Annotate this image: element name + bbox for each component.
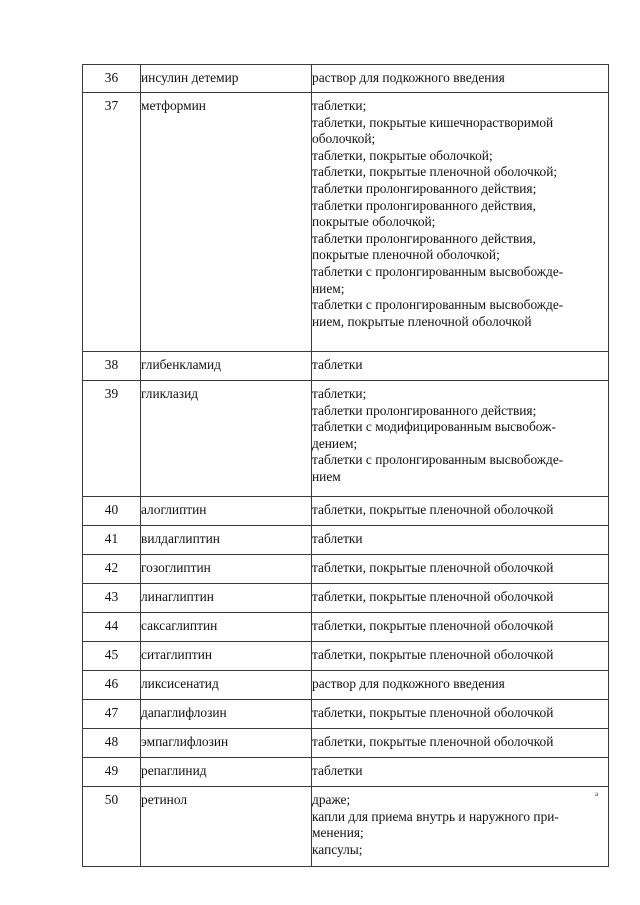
dosage-form-line: менения; [312, 825, 364, 841]
row-number: 43 [83, 584, 141, 613]
row-number: 48 [83, 729, 141, 758]
dosage-forms [312, 526, 609, 555]
row-number: 39 [83, 381, 141, 497]
table-row [83, 613, 609, 642]
drug-name: алоглиптин [141, 497, 312, 526]
row-number: 36 [83, 65, 141, 93]
drug-name: ситаглиптин [141, 642, 312, 671]
row-number: 38 [83, 352, 141, 381]
dosage-form-line: таблетки с пролонгированным высвобожде- [312, 452, 564, 468]
drug-name: глибенкламид [141, 352, 312, 381]
row-number: 47 [83, 700, 141, 729]
drug-name: вилдаглиптин [141, 526, 312, 555]
row-number: 44 [83, 613, 141, 642]
dosage-form-line: покрытые оболочкой; [312, 214, 436, 230]
dosage-forms [312, 642, 609, 671]
row-number: 40 [83, 497, 141, 526]
dosage-form-line: таблетки [312, 531, 363, 546]
drug-table [82, 64, 609, 867]
dosage-forms [312, 497, 609, 526]
dosage-form-line: таблетки, покрытые пленочной оболочкой [312, 734, 554, 749]
row-number: 46 [83, 671, 141, 700]
drug-name: дапаглифлозин [141, 700, 312, 729]
table-row [83, 93, 609, 352]
drug-name: саксаглиптин [141, 613, 312, 642]
drug-name: гозоглиптин [141, 555, 312, 584]
drug-name: репаглинид [141, 758, 312, 787]
dosage-form-line: нием, покрытые пленочной оболочкой [312, 313, 532, 329]
dosage-form-line: таблетки с пролонгированным высвобожде- [312, 297, 564, 313]
dosage-form-line: таблетки пролонгированного действия; [312, 402, 537, 418]
table-row [83, 584, 609, 613]
table-row [83, 526, 609, 555]
dosage-form-line: таблетки, покрытые оболочкой; [312, 147, 493, 163]
dosage-form-line: таблетки, покрытые пленочной оболочкой [312, 618, 554, 633]
dosage-form-line: таблетки; [312, 98, 367, 113]
dosage-forms [312, 729, 609, 758]
dosage-forms [312, 671, 609, 700]
dosage-form-line: оболочкой; [312, 131, 376, 147]
row-number: 45 [83, 642, 141, 671]
dosage-forms [312, 352, 609, 381]
dosage-forms [312, 584, 609, 613]
dosage-form-line: таблетки [312, 357, 363, 372]
table-row [83, 381, 609, 497]
dosage-form-line: драже; [312, 792, 351, 807]
row-number: 50 [83, 787, 141, 867]
dosage-form-line: нием [312, 468, 341, 484]
drug-name: линаглиптин [141, 584, 312, 613]
dosage-form-line: таблетки пролонгированного действия; [312, 180, 537, 196]
dosage-form-line: таблетки [312, 763, 363, 778]
drug-name: метформин [141, 93, 312, 352]
dosage-form-line: таблетки пролонгированного действия, [312, 197, 536, 213]
drug-name: ликсисенатид [141, 671, 312, 700]
dosage-forms [312, 787, 609, 867]
dosage-forms [312, 613, 609, 642]
table-row [83, 671, 609, 700]
table-row [83, 555, 609, 584]
table-body [83, 65, 609, 867]
table-row [83, 758, 609, 787]
dosage-form-line: таблетки с пролонгированным высвобожде- [312, 263, 564, 279]
dosage-forms [312, 555, 609, 584]
dosage-form-line: таблетки, покрытые кишечнорастворимой [312, 114, 554, 130]
corner-mark: a [595, 790, 599, 798]
drug-name: ретинол [141, 787, 312, 867]
dosage-form-line: капли для приема внутрь и наружного при- [312, 808, 559, 824]
dosage-forms [312, 93, 609, 352]
dosage-form-line: таблетки, покрытые пленочной оболочкой [312, 502, 554, 517]
dosage-form-line: таблетки, покрытые пленочной оболочкой [312, 647, 554, 662]
table-row [83, 497, 609, 526]
dosage-form-line: таблетки пролонгированного действия, [312, 230, 536, 246]
dosage-form-line: нием; [312, 280, 345, 296]
drug-name: эмпаглифлозин [141, 729, 312, 758]
dosage-form-line: раствор для подкожного введения [312, 676, 505, 691]
dosage-form-line: дением; [312, 435, 358, 451]
drug-name: инсулин детемир [141, 65, 312, 93]
dosage-form-line: покрытые пленочной оболочкой; [312, 247, 500, 263]
dosage-form-line: таблетки, покрытые пленочной оболочкой [312, 589, 554, 604]
table-row [83, 65, 609, 93]
row-number: 37 [83, 93, 141, 352]
row-number: 42 [83, 555, 141, 584]
dosage-form-line: таблетки, покрытые пленочной оболочкой [312, 705, 554, 720]
dosage-form-line: таблетки, покрытые пленочной оболочкой [312, 560, 554, 575]
dosage-form-line: таблетки; [312, 386, 367, 401]
dosage-form-line: таблетки с модифицированным высвобож- [312, 419, 556, 435]
table-row [83, 729, 609, 758]
drug-name: гликлазид [141, 381, 312, 497]
dosage-form-line: раствор для подкожного введения [312, 70, 505, 85]
dosage-forms [312, 65, 609, 93]
table-row [83, 787, 609, 867]
dosage-forms [312, 381, 609, 497]
row-number: 49 [83, 758, 141, 787]
dosage-forms [312, 700, 609, 729]
table-row [83, 642, 609, 671]
dosage-form-line: капсулы; [312, 841, 363, 857]
table-row [83, 352, 609, 381]
dosage-form-line: таблетки, покрытые пленочной оболочкой; [312, 164, 558, 180]
dosage-forms [312, 758, 609, 787]
table-row [83, 700, 609, 729]
row-number: 41 [83, 526, 141, 555]
